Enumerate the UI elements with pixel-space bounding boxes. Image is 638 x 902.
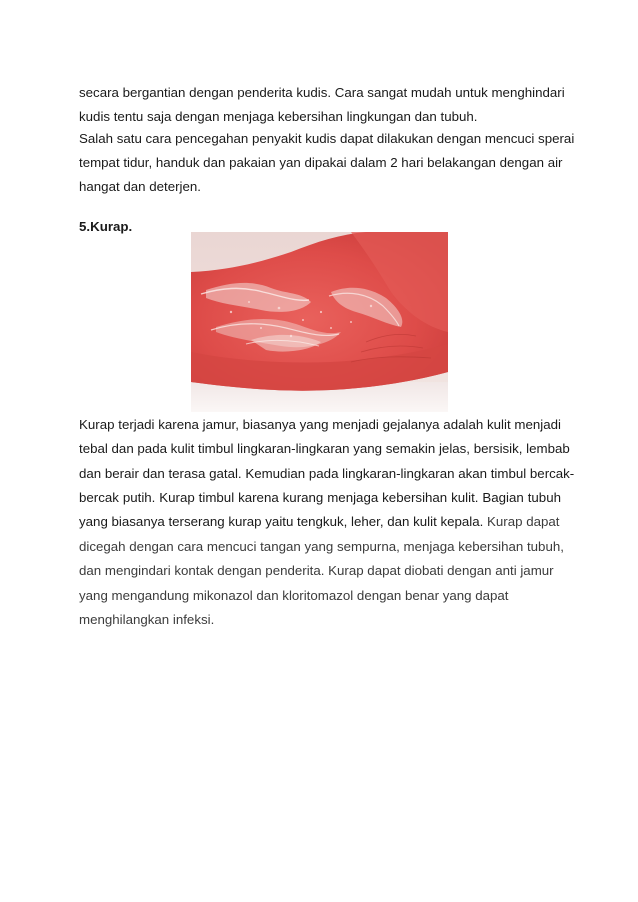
paragraph-2-line-2: tempat tidur, handuk dan pakaian yan dipakai dalam 2 hari belakangan dengan air xyxy=(79,155,563,170)
paragraph-2-line-1: Salah satu cara pencegahan penyakit kudis dapat dilakukan dengan mencuci sperai xyxy=(79,131,575,146)
paragraph-3-line-5 xyxy=(79,514,560,530)
paragraph-3-line-5-main: yang biasanya terserang kurap yaitu tengkuk, leher, dan kulit kepala. xyxy=(79,514,484,529)
paragraph-1-line-1: secara bergantian dengan penderita kudis. Cara sangat mudah untuk menghindari xyxy=(79,85,565,100)
paragraph-3-line-2: tebal dan pada kulit timbul lingkaran-lingkaran yang semakin jelas, bersisik, lembab xyxy=(79,441,570,456)
paragraph-3-line-6: dicegah dengan cara mencuci tangan yang sempurna, menjaga kebersihan tubuh, xyxy=(79,539,564,554)
paragraph-3-line-8: yang mengandung mikonazol dan kloritomazol dengan benar yang dapat xyxy=(79,588,509,603)
paragraph-3-line-1: Kurap terjadi karena jamur, biasanya yang menjadi gejalanya adalah kulit menjadi xyxy=(79,417,561,432)
paragraph-2-line-3: hangat dan deterjen. xyxy=(79,179,201,194)
paragraph-3-line-5-tail: Kurap dapat xyxy=(483,514,560,529)
ringworm-foot-photo xyxy=(191,232,448,412)
section-heading: 5.Kurap. xyxy=(79,219,133,234)
paragraph-3-line-9: menghilangkan infeksi. xyxy=(79,612,215,627)
paragraph-1-line-2: kudis tentu saja dengan menjaga kebersihan lingkungan dan tubuh. xyxy=(79,109,478,124)
paragraph-3-line-7: dan mengindari kontak dengan penderita. Kurap dapat diobati dengan anti jamur xyxy=(79,563,554,578)
paragraph-3-line-3: dan berair dan terasa gatal. Kemudian pada lingkaran-lingkaran akan timbul bercak- xyxy=(79,466,575,481)
paragraph-3-line-4: bercak putih. Kurap timbul karena kurang menjaga kebersihan kulit. Bagian tubuh xyxy=(79,490,561,505)
